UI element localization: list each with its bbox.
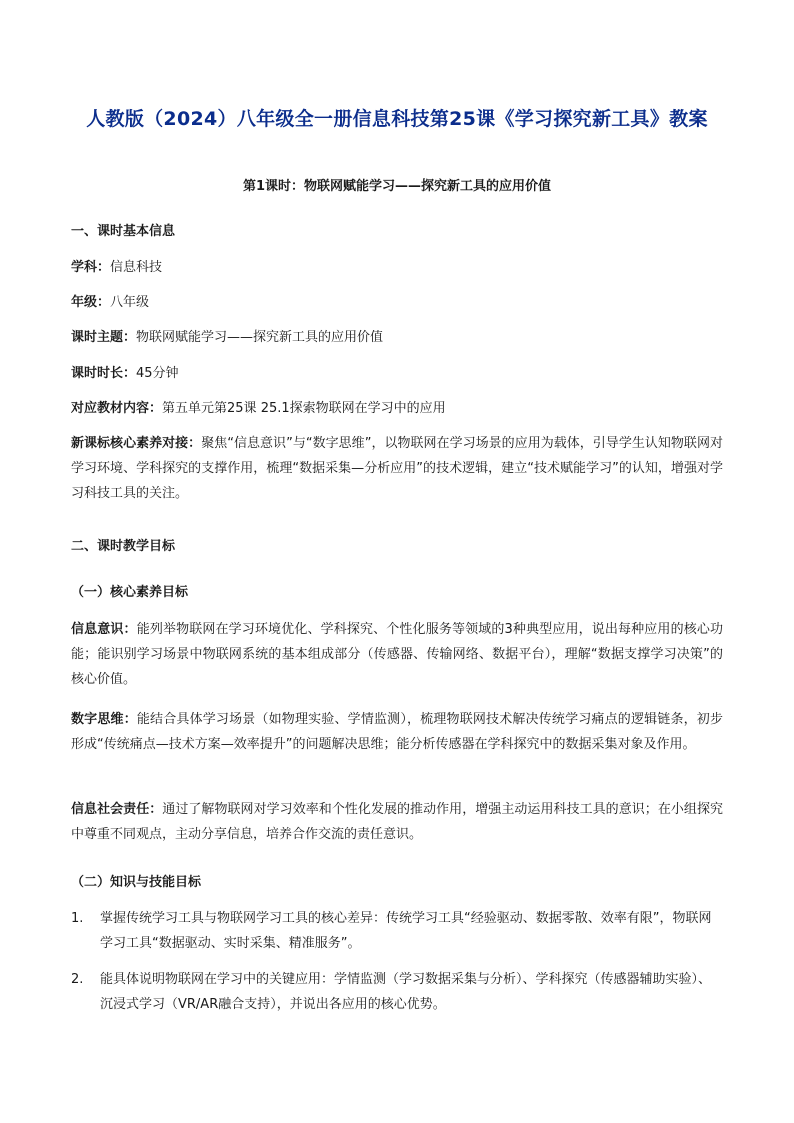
goal-digital-thinking (71, 707, 723, 757)
list-item (71, 967, 723, 1017)
info-value: 物联网赋能学习——探究新工具的应用价值 (136, 330, 384, 345)
info-value: 聚焦“信息意识”与“数字思维”，以物联网在学习场景的应用为载体，引导学生认知物联网对学习环境、学科探究的支撑作用，梳理“数据采集—分析应用”的技术逻辑，建立“技术赋能学习”的认知，增强对学习科技工具的关注。 (71, 436, 723, 501)
info-value: 45分钟 (136, 366, 179, 381)
info-value: 第五单元第25课 25.1探索物联网在学习中的应用 (162, 401, 446, 416)
lesson-subtitle: 第1课时：物联网赋能学习——探究新工具的应用价值 (242, 179, 552, 194)
document-title: 人教版（2024）八年级全一册信息科技第25课《学习探究新工具》教案 (86, 108, 708, 130)
goal-text: 能列举物联网在学习环境优化、学科探究、个性化服务等领域的3种典型应用，说出每种应用的核心功能；能识别学习场景中物联网系统的基本组成部分（传感器、传输网络、数据平台），理解“数据支撑学习决策”的核心价值。 (71, 622, 723, 687)
info-topic (71, 325, 731, 350)
info-value: 八年级 (110, 295, 150, 310)
info-label: 课时时长： (71, 366, 137, 381)
section-heading-goals: 二、课时教学目标 (71, 539, 176, 554)
info-grade (71, 290, 731, 315)
info-curriculum-standard (71, 431, 723, 506)
goal-label: 数字思维： (71, 712, 137, 727)
list-text: 掌握传统学习工具与物联网学习工具的核心差异：传统学习工具“经验驱动、数据零散、效率有限”，物联网学习工具“数据驱动、实时采集、精准服务”。 (100, 911, 712, 951)
list-item (71, 906, 723, 956)
info-label: 新课标核心素养对接： (71, 436, 202, 451)
list-number: 2. (71, 972, 84, 987)
list-number: 1. (71, 911, 84, 926)
info-textbook (71, 396, 731, 421)
info-label: 对应教材内容： (71, 401, 163, 416)
section-heading-basic-info: 一、课时基本信息 (71, 224, 176, 239)
info-label: 学科： (71, 260, 111, 275)
info-value: 信息科技 (110, 260, 163, 275)
info-subject (71, 255, 731, 280)
goal-label: 信息社会责任： (71, 802, 163, 817)
subheading-knowledge-skills: （二）知识与技能目标 (71, 875, 202, 890)
info-duration (71, 361, 731, 386)
goal-text: 通过了解物联网对学习效率和个性化发展的推动作用，增强主动运用科技工具的意识；在小组探究中尊重不同观点，主动分享信息，培养合作交流的责任意识。 (71, 802, 723, 842)
goal-text: 能结合具体学习场景（如物理实验、学情监测），梳理物联网技术解决传统学习痛点的逻辑链条，初步形成“传统痛点—技术方案—效率提升”的问题解决思维；能分析传感器在学科探究中的数据采集对象及作用。 (71, 712, 723, 752)
goal-label: 信息意识： (71, 622, 137, 637)
subheading-core-literacy: （一）核心素养目标 (71, 585, 189, 600)
list-text: 能具体说明物联网在学习中的关键应用：学情监测（学习数据采集与分析）、学科探究（传感器辅助实验）、沉浸式学习（VR/AR融合支持），并说出各应用的核心优势。 (100, 972, 712, 1012)
info-label: 年级： (71, 295, 111, 310)
goal-social-responsibility (71, 797, 723, 847)
info-label: 课时主题： (71, 330, 137, 345)
goal-information-awareness (71, 617, 723, 692)
